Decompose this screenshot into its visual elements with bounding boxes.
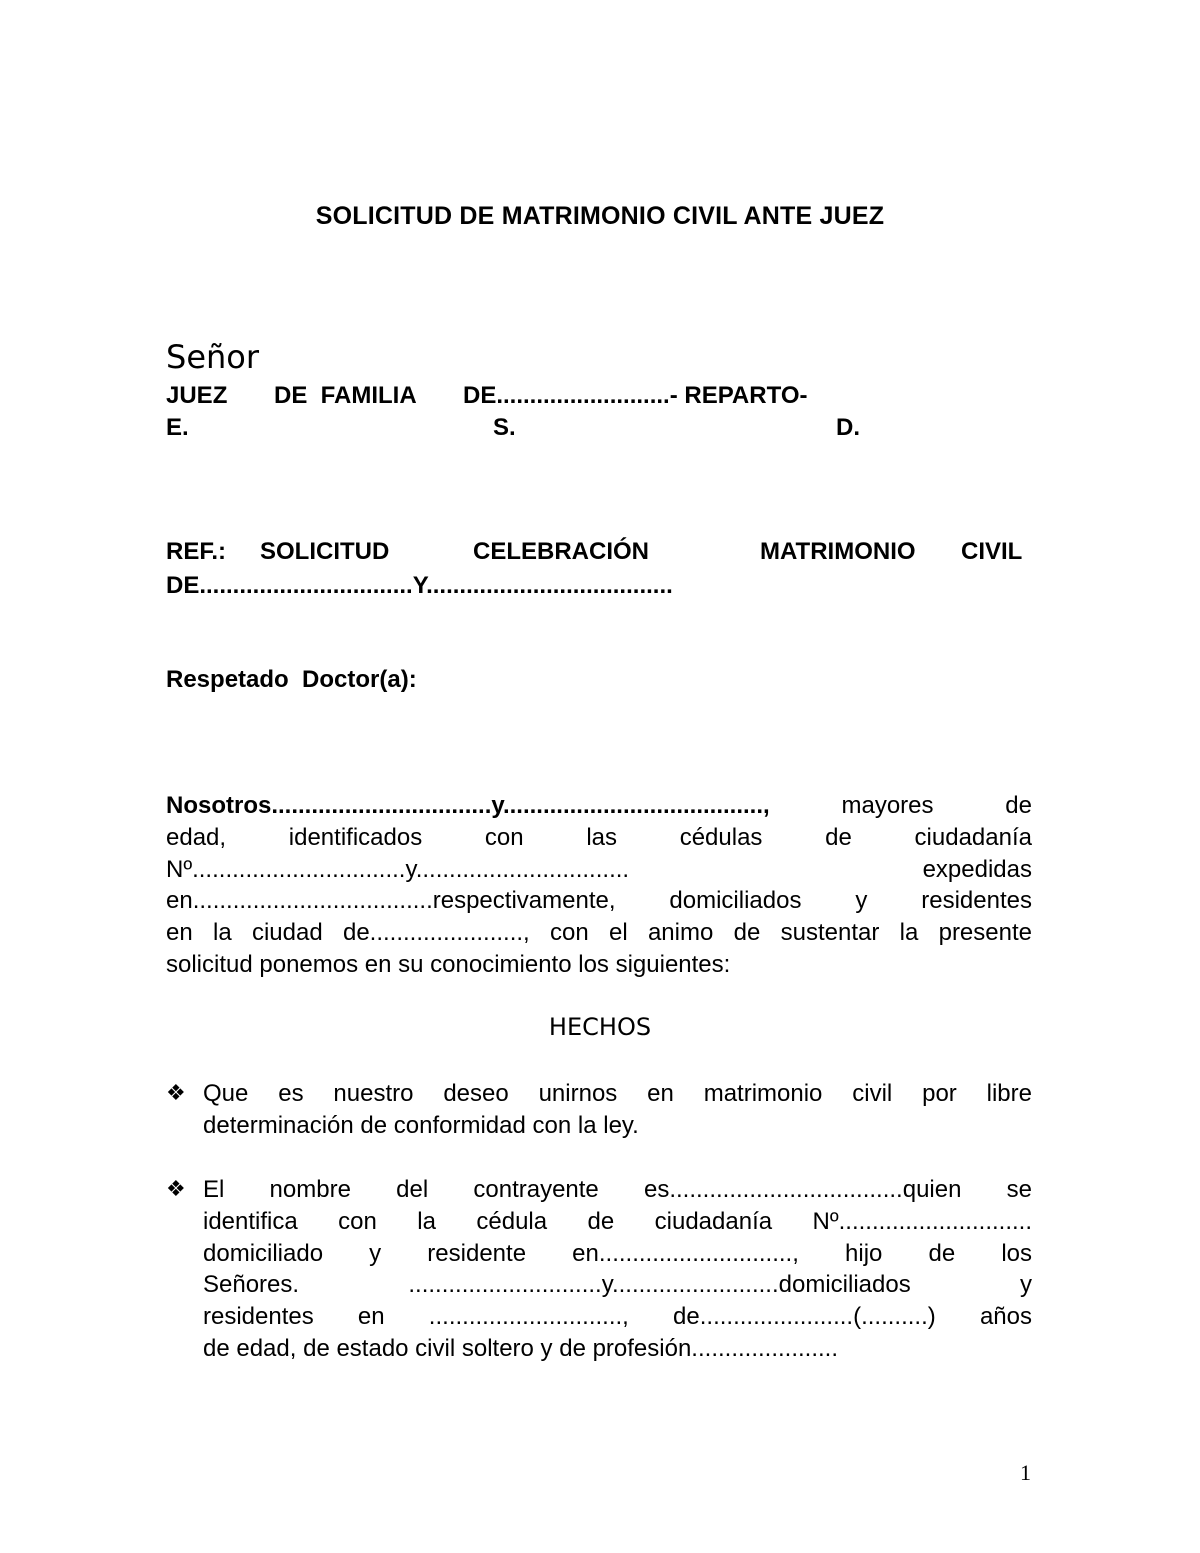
intro-line: en....................................respectivamente, domiciliados y residentes (166, 887, 1032, 915)
addressee-juez: JUEZ (166, 382, 228, 409)
fact-line: domiciliado y residente en............................., hijo de los (203, 1239, 1032, 1267)
reference-celebracion: CELEBRACIÓN (473, 538, 650, 565)
fact-line: residentes en ............................., de.......................(..........) años (203, 1303, 1032, 1331)
addressee-s: S. (493, 414, 516, 441)
section-heading-hechos: HECHOS (548, 1013, 652, 1041)
fact-text (203, 1078, 1032, 1142)
reference-matrimonio: MATRIMONIO (760, 538, 916, 565)
intro-line: Nosotros.................................y......................................., mayores de (166, 792, 1032, 819)
intro-line: Nº................................y................................ expedidas (166, 855, 1032, 883)
addressee-de-reparto: DE..........................- REPARTO- (463, 382, 808, 409)
reference-solicitud: SOLICITUD (260, 538, 390, 565)
greeting: Respetado Doctor(a): (166, 666, 417, 693)
intro-line: edad, identificados con las cédulas de ciudadanía (166, 823, 1032, 851)
salutation: Señor (166, 338, 260, 376)
fact-line: de edad, de estado civil soltero y de profesión...................... (203, 1334, 839, 1362)
fact-line: identifica con la cédula de ciudadanía Nº............................. (203, 1207, 1032, 1235)
intro-line: solicitud ponemos en su conocimiento los siguientes: (166, 950, 731, 978)
fact-text (203, 1174, 1032, 1365)
addressee-e: E. (166, 414, 189, 441)
addressee-de-familia: DE FAMILIA (274, 382, 417, 409)
bullet-diamond-icon: ❖ (166, 1081, 186, 1106)
intro-line: en la ciudad de......................., con el animo de sustentar la presente (166, 919, 1032, 947)
bullet-diamond-icon: ❖ (166, 1177, 186, 1202)
fact-line: Que es nuestro deseo unirnos en matrimonio civil por libre (203, 1080, 1032, 1107)
intro-paragraph (166, 790, 1032, 981)
fact-line: Señores. .............................y.........................domiciliados y (203, 1271, 1032, 1299)
document-title: SOLICITUD DE MATRIMONIO CIVIL ANTE JUEZ (315, 202, 885, 230)
reference-civil: CIVIL (961, 538, 1023, 565)
fact-line: determinación de conformidad con la ley. (203, 1111, 639, 1139)
reference-names: DE................................Y..................................... (166, 572, 673, 599)
fact-line: El nombre del contrayente es...................................quien se (203, 1176, 1032, 1203)
page-number: 1 (1020, 1460, 1031, 1485)
reference-ref: REF.: (166, 538, 226, 565)
addressee-d: D. (836, 414, 860, 441)
